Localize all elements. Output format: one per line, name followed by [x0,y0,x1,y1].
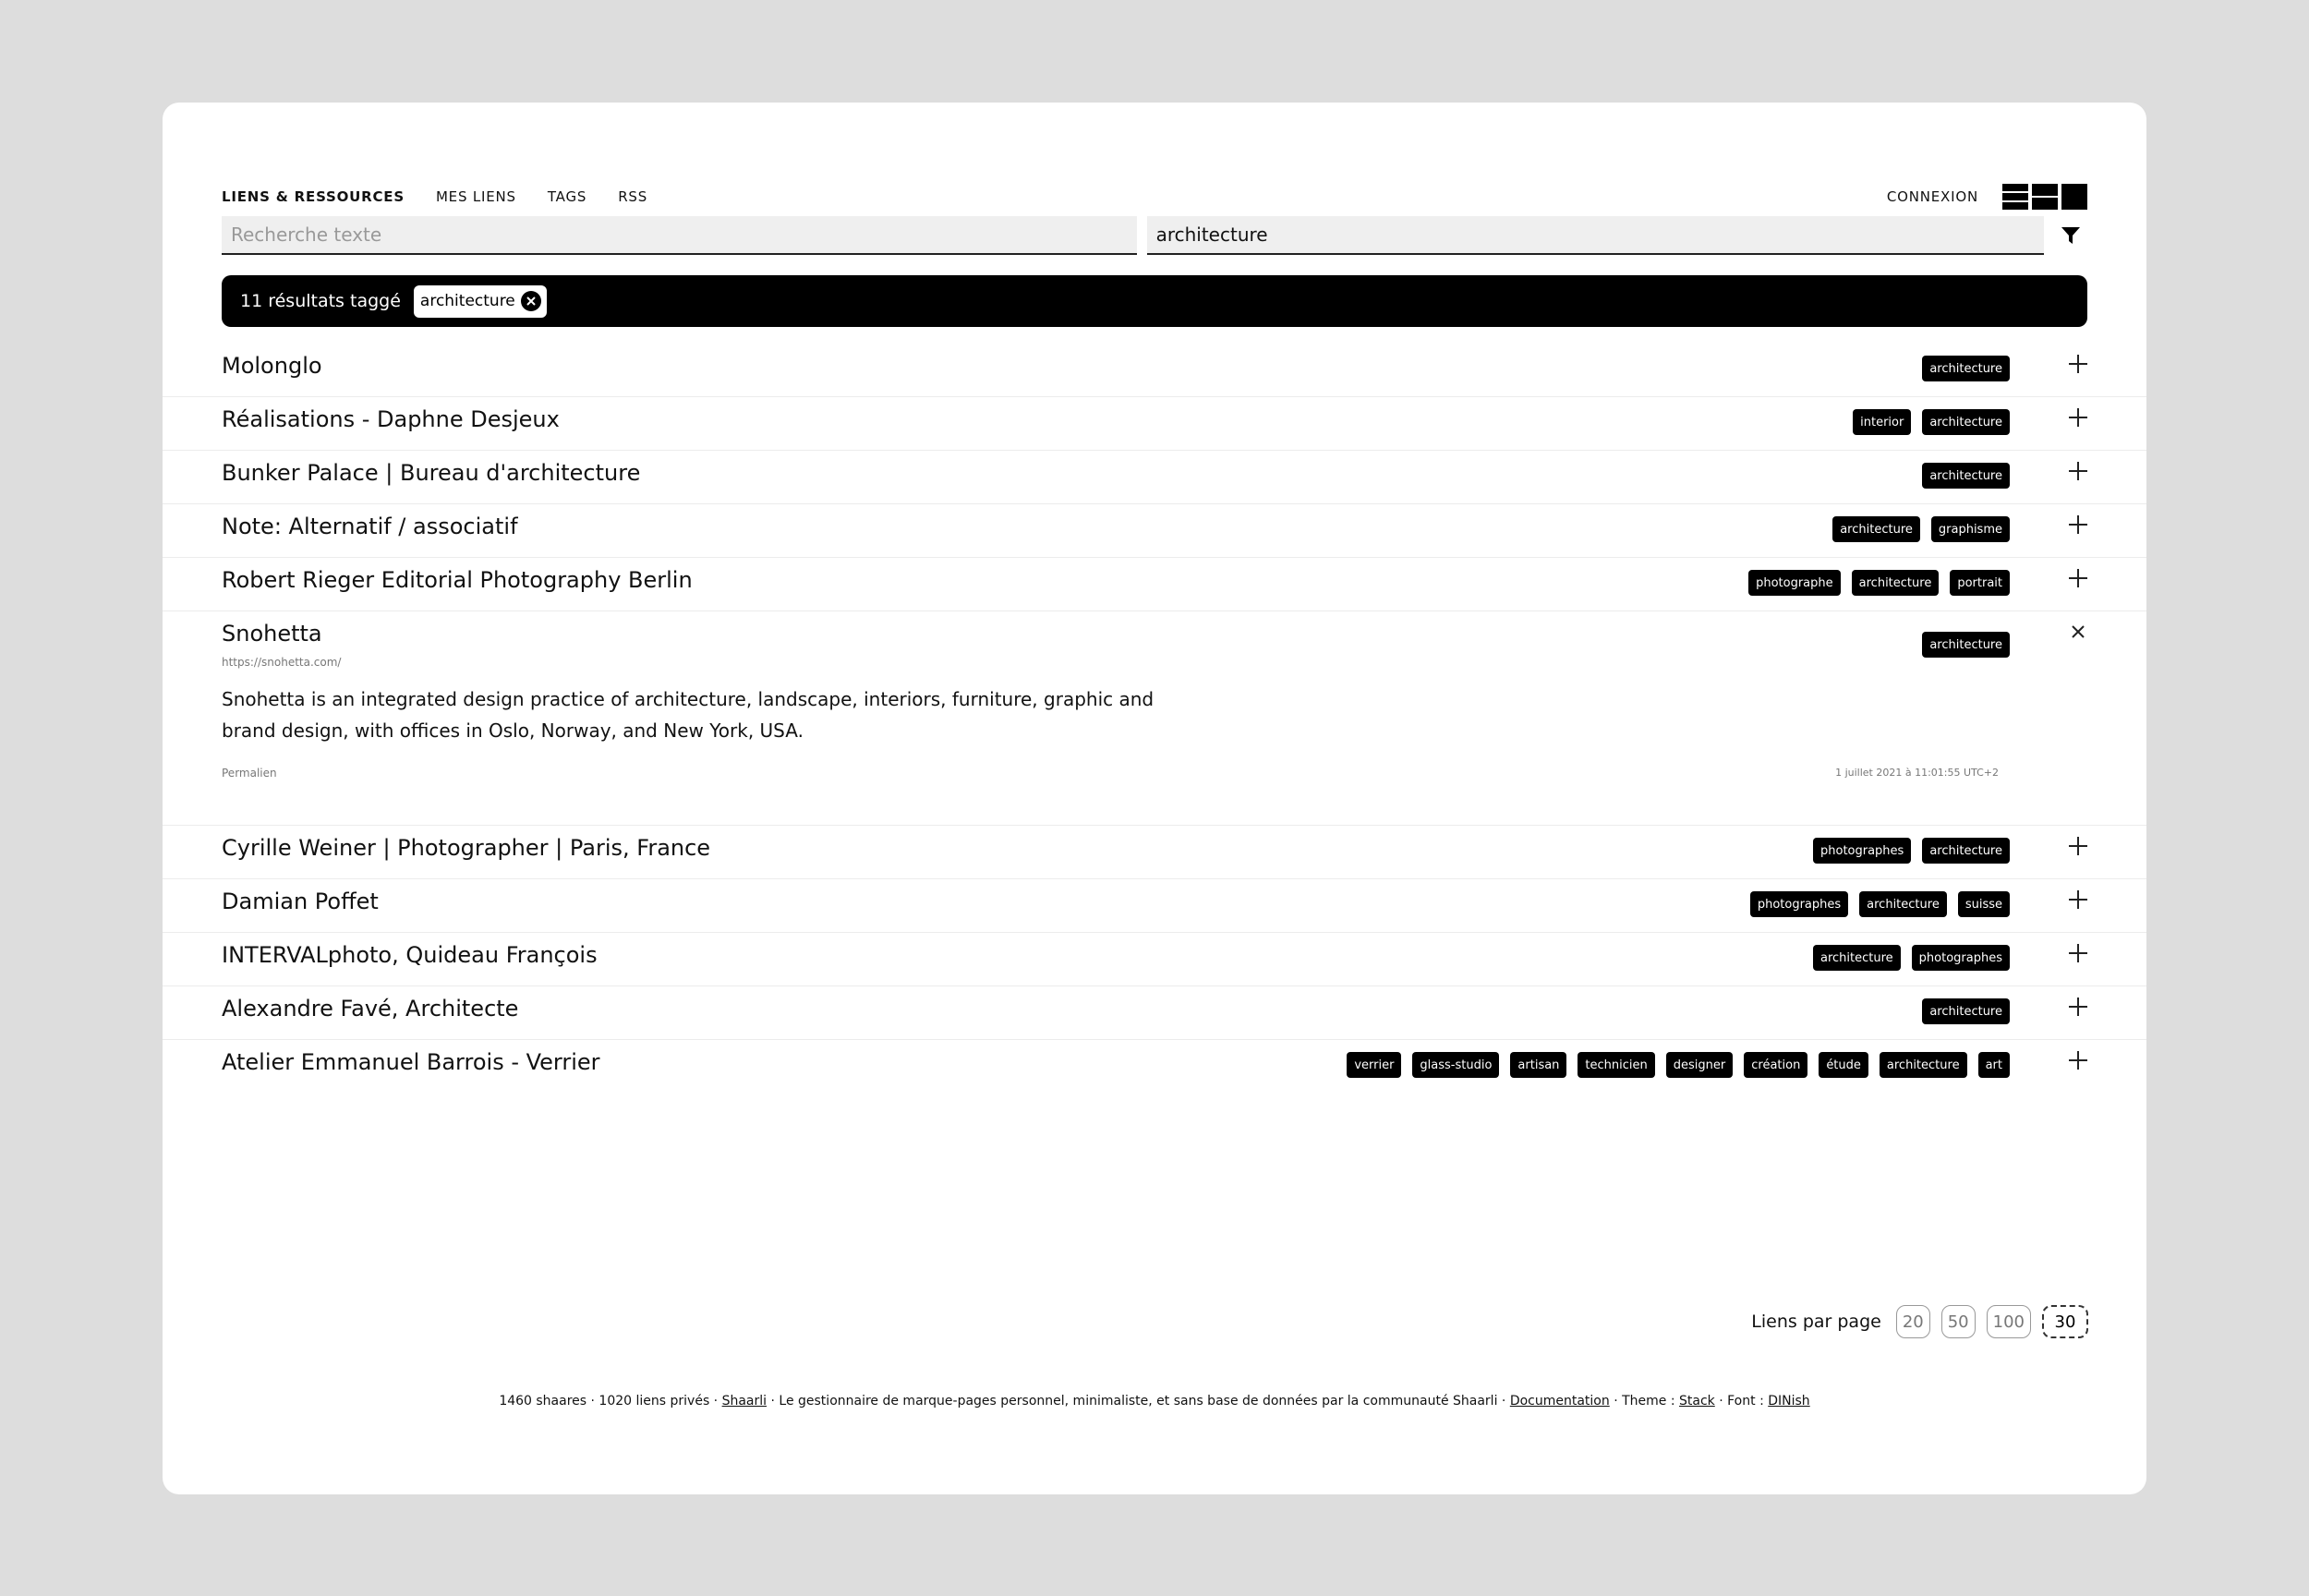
active-tag-filter[interactable] [414,285,547,318]
tag-chip[interactable]: architecture [1832,516,1920,542]
tag-chip[interactable]: artisan [1510,1052,1566,1078]
nav-links-resources[interactable]: LIENS & RESSOURCES [222,188,405,205]
link-tags [1922,632,2010,658]
link-row [163,344,2146,397]
view-mode-switcher [2002,184,2087,210]
list-view-icon[interactable] [2002,184,2028,210]
per-page-50-button[interactable]: 50 [1941,1305,1976,1338]
link-title[interactable]: INTERVALphoto, Quideau François [222,942,598,968]
link-tags [1922,463,2010,489]
link-title[interactable]: Réalisations - Daphne Desjeux [222,406,560,432]
link-title[interactable]: Cyrille Weiner | Photographer | Paris, France [222,835,711,861]
tag-chip[interactable]: architecture [1852,570,1940,596]
link-tags [1853,409,2010,435]
tag-chip[interactable]: architecture [1880,1052,1967,1078]
tag-chip[interactable]: art [1978,1052,2010,1078]
link-row [163,397,2146,451]
active-tag-label: architecture [419,292,515,310]
link-title[interactable]: Molonglo [222,353,322,379]
single-view-icon[interactable] [2061,184,2087,210]
tag-chip[interactable]: architecture [1922,463,2010,489]
tag-chip[interactable]: architecture [1922,838,2010,864]
plus-icon[interactable] [2067,996,2089,1018]
link-url[interactable]: https://snohetta.com/ [222,656,342,669]
links-per-page-label: Liens par page [1751,1312,1881,1332]
tag-chip[interactable]: architecture [1922,998,2010,1024]
tag-chip[interactable]: portrait [1950,570,2010,596]
footer-font-label: · Font : [1714,1394,1769,1409]
link-tags [1750,891,2010,917]
theme-link[interactable]: Stack [1679,1394,1715,1409]
plus-icon[interactable] [2067,889,2089,911]
per-page-current-input[interactable]: 30 [2042,1305,2088,1338]
tag-chip[interactable]: interior [1853,409,1911,435]
results-count: 11 résultats taggé [240,291,401,311]
links-per-page [1751,1305,2088,1338]
link-row [163,933,2146,986]
link-row [163,451,2146,504]
link-tags [1813,945,2010,971]
plus-icon[interactable] [2067,406,2089,429]
footer-counts: 1460 shaares · 1020 liens privés · [499,1394,722,1409]
tag-chip[interactable]: technicien [1578,1052,1654,1078]
tag-chip[interactable]: verrier [1347,1052,1401,1078]
link-title[interactable]: Damian Poffet [222,889,379,914]
link-tags [1832,516,2010,542]
link-title[interactable]: Bunker Palace | Bureau d'architecture [222,460,641,486]
link-tags [1347,1052,2010,1078]
permalink[interactable]: Permalien [222,767,277,780]
tag-chip[interactable]: architecture [1922,356,2010,381]
tag-chip[interactable]: photographes [1750,891,1848,917]
search-bar [222,215,2087,256]
link-title[interactable]: Atelier Emmanuel Barrois - Verrier [222,1049,600,1075]
nav-my-links[interactable]: MES LIENS [435,188,516,205]
tag-search-input[interactable]: architecture [1147,216,2045,255]
plus-icon[interactable] [2067,460,2089,482]
plus-icon[interactable] [2067,353,2089,375]
nav-rss[interactable]: RSS [618,188,648,205]
nav-tags[interactable]: TAGS [547,188,587,205]
per-page-20-button[interactable]: 20 [1896,1305,1930,1338]
link-row [163,504,2146,558]
link-row [163,986,2146,1040]
link-tags [1922,998,2010,1024]
link-tags [1922,356,2010,381]
plus-icon[interactable] [2067,1049,2089,1071]
tag-chip[interactable]: suisse [1958,891,2010,917]
tag-chip[interactable]: architecture [1922,632,2010,658]
link-title[interactable]: Robert Rieger Editorial Photography Berlin [222,567,693,593]
link-row-expanded [163,611,2146,826]
plus-icon[interactable] [2067,514,2089,536]
login-link[interactable]: CONNEXION [1886,188,1978,205]
documentation-link[interactable]: Documentation [1509,1394,1610,1409]
main-card [163,103,2146,1494]
link-date: 1 juillet 2021 à 11:01:55 UTC+2 [1835,767,1999,779]
tag-chip[interactable]: glass-studio [1412,1052,1499,1078]
shaarli-link[interactable]: Shaarli [721,1394,768,1409]
tag-chip[interactable]: designer [1666,1052,1733,1078]
link-row [163,826,2146,879]
per-page-100-button[interactable]: 100 [1987,1305,2031,1338]
tag-chip[interactable]: architecture [1813,945,1901,971]
link-row [163,1040,2146,1094]
footer [163,1394,2146,1409]
tag-chip[interactable]: photographes [1813,838,1911,864]
tag-chip[interactable]: graphisme [1931,516,2010,542]
link-row [163,558,2146,611]
link-title[interactable]: Note: Alternatif / associatif [222,514,518,539]
text-search-input[interactable]: Recherche texte [222,216,1137,255]
top-navigation [222,178,2087,215]
tag-chip[interactable]: architecture [1859,891,1947,917]
footer-theme-label: · Theme : [1609,1394,1680,1409]
plus-icon[interactable] [2067,835,2089,857]
close-circle-icon[interactable] [521,291,541,311]
tag-chip[interactable]: architecture [1922,409,2010,435]
tag-chip[interactable]: étude [1819,1052,1868,1078]
results-bar [222,275,2087,327]
link-title[interactable]: Alexandre Favé, Architecte [222,996,519,1022]
link-tags [1748,570,2010,596]
font-link[interactable]: DINish [1768,1394,1810,1409]
link-title[interactable]: Snohetta [222,621,322,647]
link-list [163,344,2146,1094]
footer-description: · Le gestionnaire de marque-pages personnel, minimaliste, et sans base de données par la communauté Shaarli · [767,1394,1510,1409]
link-row [163,879,2146,933]
tag-chip[interactable]: création [1744,1052,1807,1078]
filter-icon[interactable] [2054,216,2087,255]
tag-chip[interactable]: photographes [1912,945,2010,971]
link-description: Snohetta is an integrated design practice of architecture, landscape, interiors, furniture, graphic and brand design, with offices in Oslo, Norway, and New York, USA. [222,688,1154,742]
tag-chip[interactable]: photographe [1748,570,1841,596]
plus-icon[interactable] [2067,942,2089,964]
link-tags [1813,838,2010,864]
plus-icon[interactable] [2067,567,2089,589]
two-row-view-icon[interactable] [2032,184,2058,210]
close-icon[interactable] [2067,621,2089,643]
